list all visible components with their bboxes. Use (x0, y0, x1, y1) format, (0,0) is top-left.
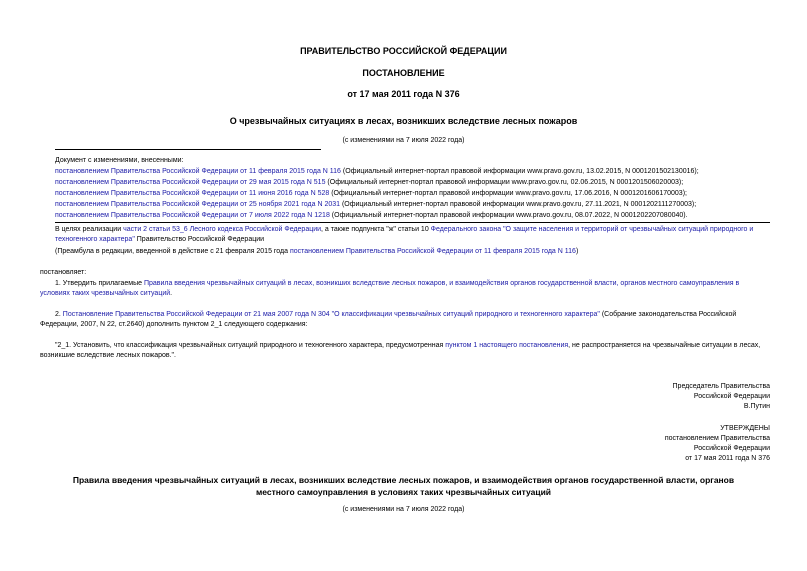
rules-title: Правила введения чрезвычайных ситуаций в лесах, возникших вследствие лесных пожаров, и взаимодействия органов государственной власти, органов местного самоуправления в условиях таких чрезвычайных ситуаций (72, 475, 735, 497)
amendment-item: постановлением Правительства Российской Федерации от 29 мая 2015 года N 515 (Официальный интернет-портал правовой информации www.pravo.gov.ru, 02.06.2015, N 0001201506020003); (55, 179, 684, 186)
resolution-2007-304-link[interactable]: Постановление Правительства Российской Федерации от 21 мая 2007 года N 304 "О классификации чрезвычайных ситуаций природного и техногенного характера" (62, 311, 600, 318)
amendment-item: постановлением Правительства Российской Федерации от 11 февраля 2015 года N 116 (Официальный интернет-портал правовой информации www.pravo.gov.ru, 13.02.2015, N 0001201502130016); (55, 168, 699, 175)
divider-top (55, 149, 321, 150)
amendment-link-2022-1218[interactable]: постановлением Правительства Российской Федерации от 7 июля 2022 года N 1218 (55, 212, 330, 219)
amendment-link-2016-528[interactable]: постановлением Правительства Российской Федерации от 11 июня 2016 года N 528 (55, 190, 330, 197)
amendment-item: постановлением Правительства Российской Федерации от 25 ноября 2021 года N 2031 (Официальный интернет-портал правовой информации www.pravo.gov.ru, 27.11.2021, N 0001202111270003); (55, 201, 697, 208)
rules-revision-note: (с изменениями на 7 июля 2022 года) (342, 506, 465, 513)
approval-block (665, 424, 770, 464)
rules-link[interactable]: Правила введения чрезвычайных ситуаций в лесах, возникших вследствие лесных пожаров, и взаимодействия органов государственной власти, органов местного самоуправления в условиях таких чрезвычайных ситуаций (40, 280, 740, 297)
signature-block (673, 382, 770, 412)
approval-body: Российской Федерации (693, 445, 770, 452)
preamble-paragraph: В целях реализации части 2 статьи 53_6 Лесного кодекса Российской Федерации, а также подпункта "ж" статьи 10 Федерального закона "О защите населения и территорий от чрезвычайных ситуаций природного и техногенного характера" Правительство Российской Федерации (55, 226, 754, 243)
point-1-link[interactable]: пунктом 1 настоящего постановления (445, 342, 569, 349)
approval-by: постановлением Правительства (664, 435, 770, 442)
forest-code-link[interactable]: части 2 статьи 53_6 Лесного кодекса Российской Федерации (123, 226, 322, 233)
amendment-item: постановлением Правительства Российской Федерации от 11 июня 2016 года N 528 (Официальный интернет-портал правовой информации www.pravo.gov.ru, 17.06.2016, N 0001201606170003); (55, 190, 687, 197)
clause-1: 1. Утвердить прилагаемые Правила введения чрезвычайных ситуаций в лесах, возникших вследствие лесных пожаров, и взаимодействия органов государственной власти, органов местного самоуправления в условиях таких чрезвычайных ситуаций. (40, 280, 740, 297)
clause-2: 2. Постановление Правительства Российской Федерации от 21 мая 2007 года N 304 "О классификации чрезвычайных ситуаций природного и техногенного характера" (Собрание законодательства Российской Федерации, 2007, N 22, ст.2640) дополнить пунктом 2_1 следующего содержания: (40, 311, 737, 328)
signatory-position: Председатель Правительства (672, 383, 770, 390)
approval-label: УТВЕРЖДЕНЫ (720, 425, 770, 432)
amendment-link-2015-515[interactable]: постановлением Правительства Российской Федерации от 29 мая 2015 года N 515 (55, 179, 326, 186)
issuer-heading: ПРАВИТЕЛЬСТВО РОССИЙСКОЙ ФЕДЕРАЦИИ (300, 46, 507, 56)
edition-link-2015-116[interactable]: постановлением Правительства Российской Федерации от 11 февраля 2015 года N 116 (289, 248, 576, 255)
clause-2-1: "2_1. Установить, что классификация чрезвычайных ситуаций природного и техногенного характера, предусмотренная пунктом 1 настоящего постановления, не распространяется на чрезвычайные ситуации в лесах, возникшие вследствие лесных пожаров.". (40, 342, 761, 359)
document-title: О чрезвычайных ситуациях в лесах, возникших вследствие лесных пожаров (229, 116, 578, 126)
amendment-link-2015-116[interactable]: постановлением Правительства Российской Федерации от 11 февраля 2015 года N 116 (55, 168, 341, 175)
signatory-name: В.Путин (743, 403, 770, 410)
amendment-item: постановлением Правительства Российской Федерации от 7 июля 2022 года N 1218 (Официальный интернет-портал правовой информации www.pravo.gov.ru, 08.07.2022, N 0001202207080040). (55, 212, 688, 219)
federal-law-link[interactable]: Федерального закона "О защите населения и территорий от чрезвычайных ситуаций природного и техногенного характера" (55, 226, 754, 243)
preamble-edition-note: (Преамбула в редакции, введенной в действие с 21 февраля 2015 года постановлением Правительства Российской Федерации от 11 февраля 2015 года N 116) (55, 248, 579, 255)
divider-bottom (55, 222, 770, 223)
doc-type-heading: ПОСТАНОВЛЕНИЕ (362, 68, 445, 78)
approval-date: от 17 мая 2011 года N 376 (685, 455, 770, 462)
amendments-label: Документ с изменениями, внесенными: (55, 157, 184, 164)
amendment-link-2021-2031[interactable]: постановлением Правительства Российской Федерации от 25 ноября 2021 года N 2031 (55, 201, 341, 208)
resolves-label: постановляет: (40, 269, 87, 276)
signatory-body: Российской Федерации (693, 393, 770, 400)
doc-date-heading: от 17 мая 2011 года N 376 (347, 89, 460, 99)
revision-note: (с изменениями на 7 июля 2022 года) (342, 137, 465, 144)
